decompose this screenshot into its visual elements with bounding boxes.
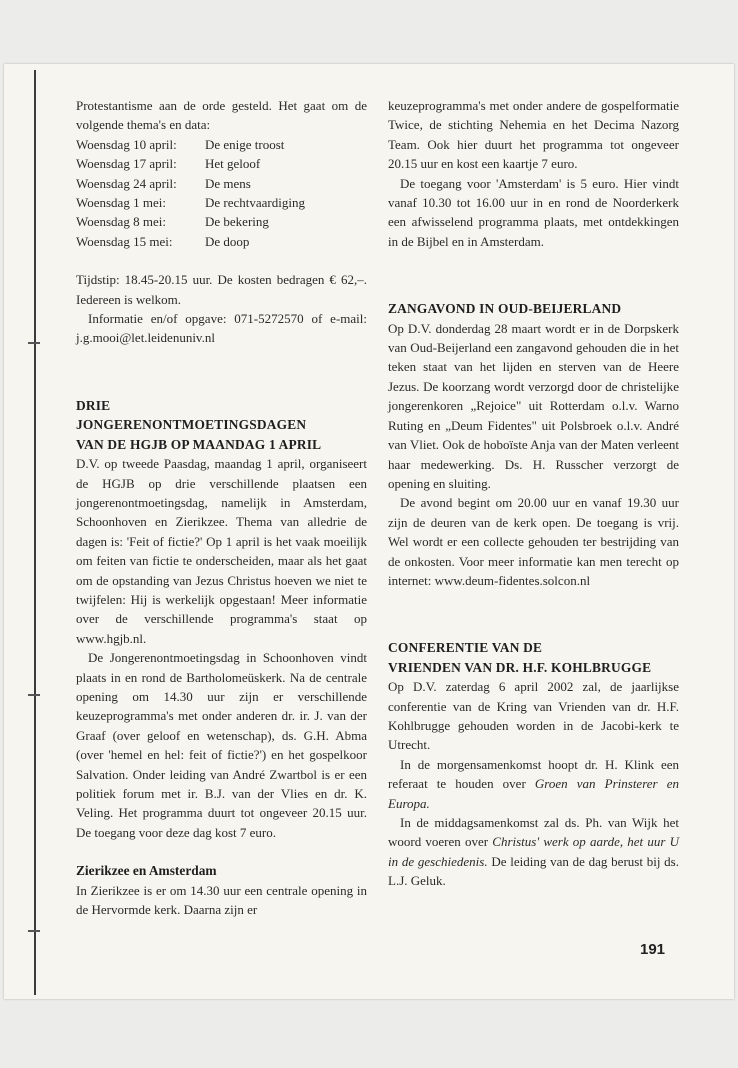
schedule-date: Woensdag 17 april: <box>76 156 177 172</box>
body-paragraph: D.V. op tweede Paasdag, maandag 1 april, organiseert de HGJB op drie verschillende plaatsen een jongerenontmoetingsdag, namelijk in Amsterdam, Schoonhoven en Zierikzee. Thema van alledrie de dagen is: 'Feit of fictie?' Op 1 april is het vaak moeilijk om feiten van fictie te onderscheiden, maar als het gaat om de opstanding van Jezus Christus hoeven we niet te twijfelen: Hij is werkelijk opgestaan! Meer informatie over de verschillende programma's staat op www.hgjb.nl. <box>76 456 367 646</box>
schedule-topic: De mens <box>205 175 251 191</box>
body-paragraph: keuzeprogramma's met onder andere de gospelformatie Twice, de stichting Nehemia en het Decima Nazorg Team. Ook hier duurt het programma tot ongeveer 20.15 uur en kost een kaartje 7 euro. <box>388 98 679 172</box>
schedule-date: Woensdag 10 april: <box>76 136 177 152</box>
text-span: In de middagsamenkomst zal ds. Ph. van Wijk het woord voeren over <box>388 815 679 850</box>
heading-line: DRIE <box>76 397 111 413</box>
section-heading-jongerendagen <box>76 396 367 454</box>
schedule-topic: Het geloof <box>205 156 261 172</box>
schedule-list <box>76 135 367 251</box>
schedule-date: Woensdag 15 mei: <box>76 233 173 249</box>
italic-title: Groen van Prinsterer en Europa. <box>388 776 679 811</box>
body-paragraph: De toegang voor 'Amsterdam' is 5 euro. Hier vindt vanaf 10.30 tot 16.00 uur in en rond de Noorderkerk een afwisselend programma plaats, met ontdekkingen in de Bijbel en in Amsterdam. <box>388 175 679 249</box>
intro-paragraph: Protestantisme aan de orde gesteld. Het gaat om de volgende thema's en data: <box>76 98 367 133</box>
body-paragraph: Op D.V. zaterdag 6 april 2002 zal, de jaarlijkse conferentie van de Kring van Vrienden van dr. H.F. Kohlbrugge gehouden worden in de Jacobi-kerk te Utrecht. <box>388 679 679 753</box>
schedule-topic: De doop <box>205 233 250 249</box>
schedule-item <box>76 135 367 154</box>
body-paragraph: In Zierikzee is er om 14.30 uur een centrale opening in de Hervormde kerk. Daarna zijn er <box>76 882 367 918</box>
schedule-topic: De rechtvaardiging <box>205 195 305 211</box>
left-column <box>76 96 367 919</box>
section-heading-zangavond: ZANGAVOND IN OUD-BEIJERLAND <box>388 301 622 317</box>
info-paragraph: Informatie en/of opgave: 071-5272570 of e-mail: j.g.mooi@let.leidenuniv.nl <box>76 311 367 346</box>
right-column <box>388 96 679 891</box>
binding-mark <box>28 694 40 696</box>
schedule-item <box>76 154 367 173</box>
heading-line: JONGERENONTMOETINGSDAGEN <box>76 417 307 433</box>
page-binding-edge <box>34 70 36 995</box>
schedule-date: Woensdag 1 mei: <box>76 195 166 211</box>
schedule-topic: De enige troost <box>205 136 285 152</box>
heading-line: VAN DE HGJB OP MAANDAG 1 APRIL <box>76 436 322 452</box>
schedule-item <box>76 174 367 193</box>
italic-title: Christus' werk op aarde, het uur U in de geschiedenis. <box>388 834 679 869</box>
text-span: De leiding van de dag berust bij ds. L.J. Geluk. <box>388 853 679 889</box>
schedule-item <box>76 193 367 212</box>
text-span: In de morgensamenkomst hoopt dr. H. Klink een referaat te houden over <box>388 756 679 792</box>
section-heading-conferentie <box>388 638 679 677</box>
binding-mark <box>28 342 40 344</box>
schedule-topic: De bekering <box>205 214 269 230</box>
body-paragraph: De Jongerenontmoetingsdag in Schoonhoven vindt plaats in en rond de Bartholomeüskerk. Na de centrale opening om 14.30 uur zijn er verschillende keuzeprogramma's met onder anderen dr. ir. J. van der Graaf (over geloof en wetenschap), ds. G.H. Abma (over 'hemel en hel: feit of fictie?') en het gospelkoor Salvation. Onder leiding van André Zwartbol is er een politiek forum met ir. B.J. van der Vlies en dr. K. Veling. Het programma duurt tot ongeveer 20.15 uur. De toegang voor deze dag kost 7 euro. <box>76 650 367 840</box>
binding-mark <box>28 930 40 932</box>
time-cost-paragraph: Tijdstip: 18.45-20.15 uur. De kosten bedragen € 62,–. Iedereen is welkom. <box>76 272 367 307</box>
page-number: 191 <box>640 941 666 958</box>
schedule-date: Woensdag 8 mei: <box>76 214 166 230</box>
body-paragraph <box>388 755 679 813</box>
schedule-item <box>76 232 367 251</box>
subheading-zierikzee: Zierikzee en Amsterdam <box>76 863 217 879</box>
body-paragraph: De avond begint om 20.00 uur en vanaf 19.30 uur zijn de deuren van de kerk open. De toegang is vrij. Wel wordt er een collecte gehouden ter bestrijding van de onkosten. Voor meer informatie kan men terecht op internet: www.deum-fidentes.solcon.nl <box>388 495 679 588</box>
schedule-item <box>76 212 367 231</box>
body-paragraph: Op D.V. donderdag 28 maart wordt er in de Dorpskerk van Oud-Beijerland een zangavond gehouden die in het teken staat van het lijden en sterven van de Heere Jezus. De koorzang wordt verzorgd door de christelijke jongerenkoren „Rejoice" uit Rotterdam o.l.v. Warno Ruting en „Deum Fidentes" uit Polsbroek o.l.v. André van Vliet. Ook de hoboïste Anja van der Maten verleent haar medewerking. Ds. H. Russcher verzorgt de opening en sluiting. <box>388 320 679 491</box>
heading-line: VRIENDEN VAN DR. H.F. KOHLBRUGGE <box>388 659 652 675</box>
schedule-date: Woensdag 24 april: <box>76 175 177 191</box>
body-paragraph <box>388 813 679 891</box>
heading-line: CONFERENTIE VAN DE <box>388 640 543 656</box>
